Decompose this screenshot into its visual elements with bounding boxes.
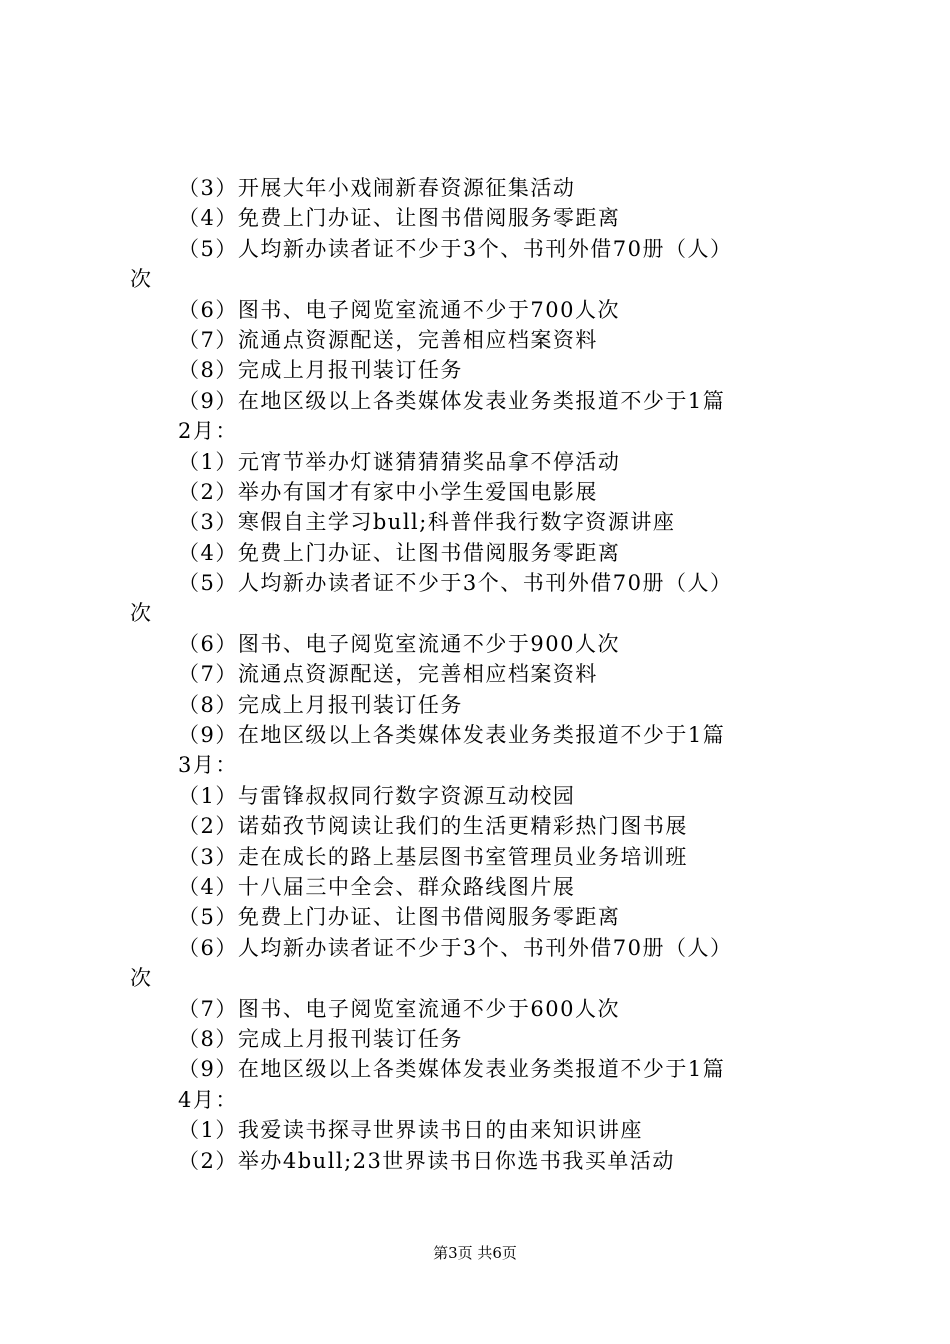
list-item: （1）与雷锋叔叔同行数字资源互动校园 [178,783,576,808]
list-item-continuation: 次 [130,601,153,626]
list-item: （6）图书、电子阅览室流通不少于700人次 [178,297,620,322]
list-item: （7）流通点资源配送，完善相应档案资料 [178,662,598,687]
list-item: （3）寒假自主学习bull;科普伴我行数字资源讲座 [178,510,676,535]
list-item: （3）开展大年小戏闹新春资源征集活动 [178,176,576,200]
list-item: （2）举办4bull;23世界读书日你选书我买单活动 [178,1148,675,1173]
list-item: （2）举办有国才有家中小学生爱国电影展 [178,479,598,504]
document-body [130,173,830,1176]
list-item: （9）在地区级以上各类媒体发表业务类报道不少于1篇 [178,723,726,748]
list-item: （4）十八届三中全会、群众路线图片展 [178,874,576,899]
month-heading: 2月： [178,419,238,444]
list-item: （4）免费上门办证、让图书借阅服务零距离 [178,540,621,565]
list-item-continuation: 次 [130,966,153,991]
list-item: （5）人均新办读者证不少于3个、书刊外借70册（人） [178,236,733,261]
list-item: （8）完成上月报刊装订任务 [178,358,463,383]
list-item: （1）我爱读书探寻世界读书日的由来知识讲座 [178,1118,643,1143]
month-heading: 4月： [178,1087,238,1112]
list-item: （5）免费上门办证、让图书借阅服务零距离 [178,905,621,930]
list-item: （9）在地区级以上各类媒体发表业务类报道不少于1篇 [178,1057,726,1082]
list-item: （8）完成上月报刊装订任务 [178,692,463,717]
list-item-continuation: 次 [130,267,153,292]
list-item: （7）流通点资源配送，完善相应档案资料 [178,327,598,352]
list-item: （5）人均新办读者证不少于3个、书刊外借70册（人） [178,571,733,596]
list-item: （8）完成上月报刊装订任务 [178,1026,463,1051]
list-item: （9）在地区级以上各类媒体发表业务类报道不少于1篇 [178,388,726,413]
list-item: （4）免费上门办证、让图书借阅服务零距离 [178,206,621,231]
list-item: （7）图书、电子阅览室流通不少于600人次 [178,996,620,1021]
month-heading: 3月： [178,753,238,778]
page-number-footer: 第3页 共6页 [433,1244,517,1262]
list-item: （6）人均新办读者证不少于3个、书刊外借70册（人） [178,935,733,960]
list-item: （6）图书、电子阅览室流通不少于900人次 [178,631,620,656]
list-item: （3）走在成长的路上基层图书室管理员业务培训班 [178,844,688,869]
list-item: （2）诺茹孜节阅读让我们的生活更精彩热门图书展 [178,814,688,839]
list-item: （1）元宵节举办灯谜猜猜猜奖品拿不停活动 [178,449,621,474]
